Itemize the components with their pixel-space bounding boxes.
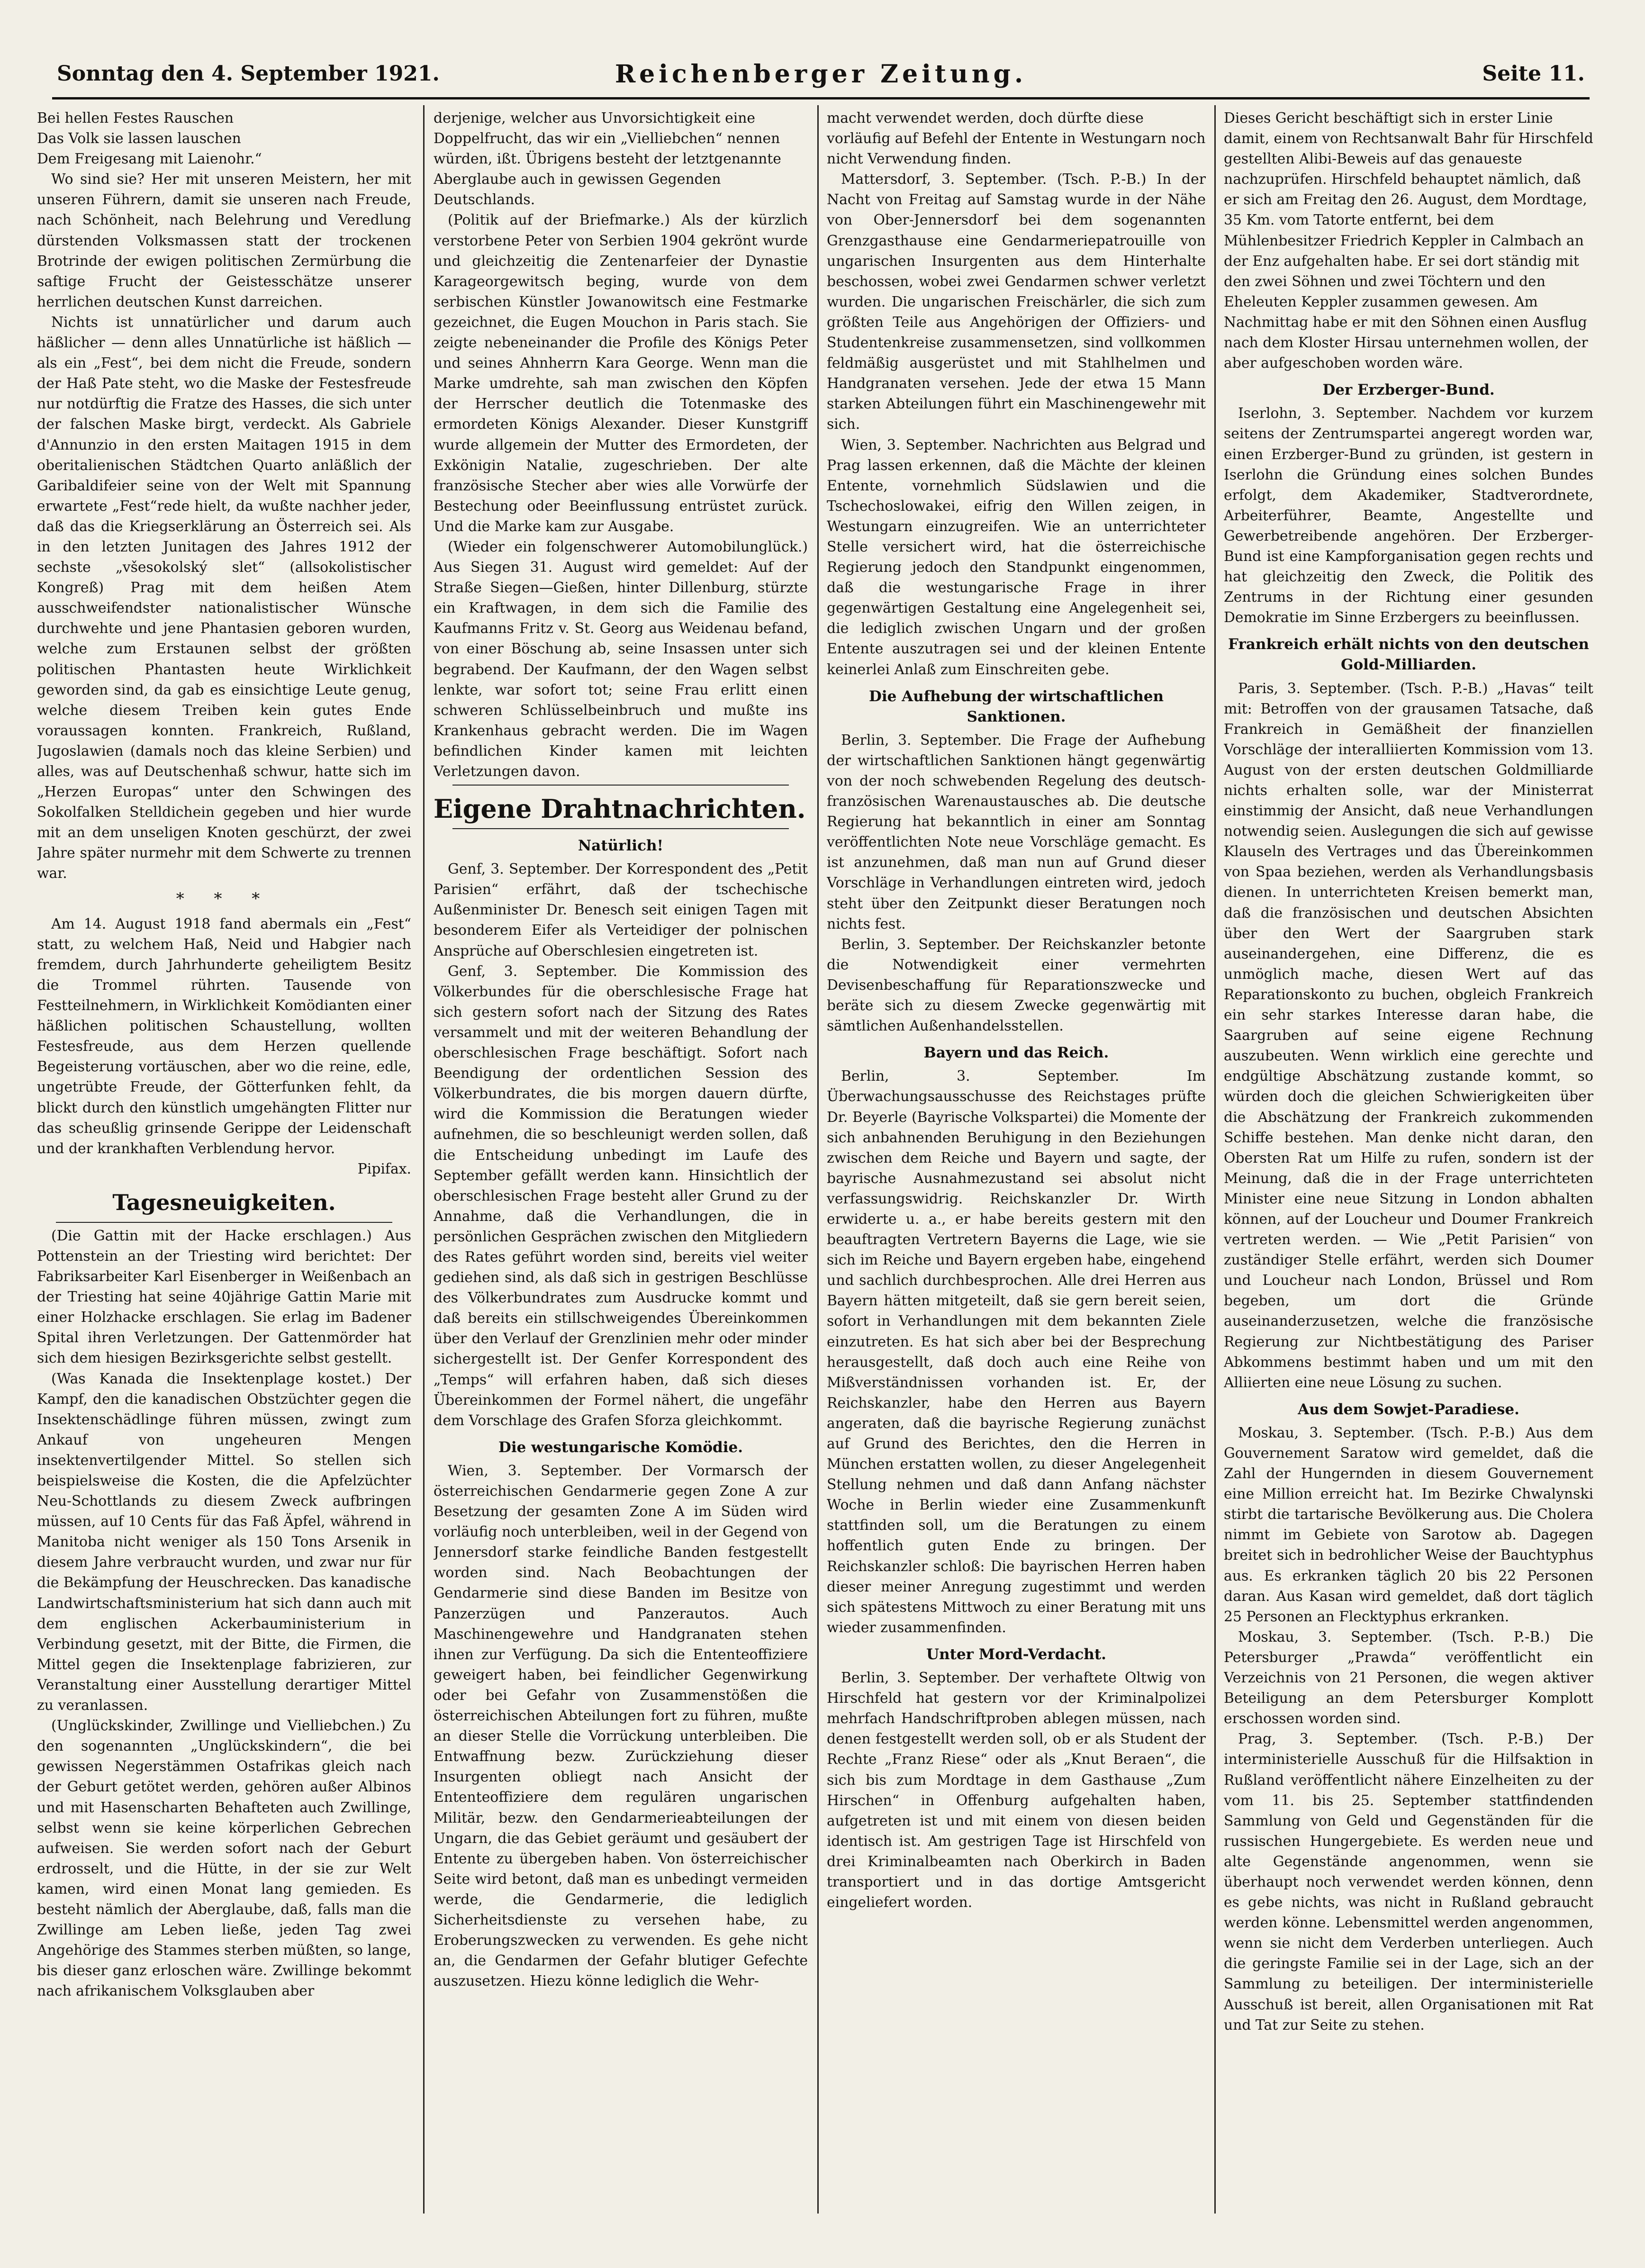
dispatch-paragraph: Wien, 3. September. Nachrichten aus Belgrad und Prag lassen erkennen, daß die Mächte der kleinen Entente, vornehmlich Südslawien und die Tschechoslowakei, eifrig den Willen zeigen, in Westungarn einzugreifen. Wie an unterrichteter Stelle versichert wird, hat die österreichische Regierung jedoch den Standpunkt eingenommen, daß die westungarische Frage in ihrer gegenwärtigen Gestaltung eine Angelegenheit sei, die lediglich zwischen Ungarn und der großen Entente auszutragen sei und der kleinen Entente keinerlei Anlaß zum Einschreiten gebe. <box>827 436 1206 678</box>
column-divider <box>817 105 819 2214</box>
subheading: Aus dem Sowjet-Paradiese. <box>1298 1401 1519 1418</box>
dispatch-paragraph: Mattersdorf, 3. September. (Tsch. P.-B.) In der Nacht von Freitag auf Samstag wurde in der Nähe von Ober-Jennersdorf bei dem sogenannten Grenzgasthause eine Gendarmeriepatrouille von ungarischen Insurgenten aus dem Hinterhalte beschossen, wobei zwei Gendarmen schwer verletzt wurden. Die ungarischen Freischärler, die sich zum größten Teile aus Angehörigen der Offiziers- und Studentenkreise zusammensetzen, sind vollkommen feldmäßig ausgerüstet und mit Stahlhelmen und Handgranaten versehen. Jede der etwa 15 Mann starken Abteilungen führt ein Maschinengewehr mit sich. <box>827 171 1206 433</box>
dispatch-paragraph: Paris, 3. September. (Tsch. P.-B.) „Havas“ teilt mit: Betroffen von der grausamen Tatsache, daß Frankreich in Gemäßheit der finanziellen Vorschläge der interalliierten Kommission vom 13. August von der ersten deutschen Goldmilliarde nichts erhalten solle, war der Ministerrat einstimmig der Ansicht, daß neue Verhandlungen notwendig seien. Auslegungen die sich auf gewisse Klauseln des Vertrages und das Übereinkommen von Spaa beziehen, werden als Verhandlungsbasis dienen. In unterrichteten Kreisen bemerkt man, daß die französischen und deutschen Absichten über den Wert der Saargruben stark auseinandergehen, eine Differenz, die es unmöglich mache, diesen Wert auf das Reparationskonto zu buchen, obgleich Frankreich ein sehr starkes Interesse daran habe, die Saargruben auf seine eigene Rechnung auszubeuten. Wenn wirklich eine gerechte und endgültige Abschätzung zustande kommt, so würden doch die gleichen Schwierigkeiten über die Abschätzung der Frankreich zukommenden Schiffe bestehen. Man denke nicht daran, den Obersten Rat um Hilfe zu rufen, sondern ist der Meinung, daß die in der Frage unterrichteten Minister eine neue Sitzung in London abhalten können, auf der Loucheur und Doumer Frankreich vertreten werden. — Wie „Petit Parisien“ von zuständiger Stelle erfährt, werden sich Doumer und Loucheur nach London, Brüssel und Rom begeben, um dort die Gründe auseinanderzusetzen, welche die französische Regierung zur Nichtbestätigung des Pariser Abkommens bestimmt haben und um mit den Alliierten eine neue Lösung zu suchen. <box>1224 680 1593 1391</box>
section-rule <box>452 828 789 829</box>
dispatch-paragraph: Berlin, 3. September. Die Frage der Aufhebung der wirtschaftlichen Sanktionen hängt gegenwärtig von der noch schwebenden Regelung des deutsch-französischen Warenaustausches ab. Die deutsche Regierung hat bekanntlich in einer am Sonntag veröffentlichten Note neue Vorschläge gemacht. Es ist anzunehmen, daß man nun auf Grund dieser Vorschläge in Verhandlungen eintreten wird, jedoch steht über den Zeitpunkt dieser Beratungen noch nichts fest. <box>827 732 1206 932</box>
dispatch-paragraph: Iserlohn, 3. September. Nachdem vor kurzem seitens der Zentrumspartei angeregt worden war, einen Erzberger-Bund zu gründen, ist gestern in Iserlohn die Gründung eines solchen Bundes erfolgt, dem Akademiker, Stadtverordnete, Arbeiterführer, Beamte, Angestellte und Gewerbetreibende angehören. Der Erzberger-Bund ist eine Kampforganisation gegen rechts und hat gleichzeitig den Zweck, die Politik des Zentrums in der Richtung einer gesunden Demokratie im Sinne Erzbergers zu beeinflussen. <box>1224 405 1593 626</box>
news-item: (Die Gattin mit der Hacke erschlagen.) Aus Pottenstein an der Triesting wird berichtet: Der Fabriksarbeiter Karl Eisenberger in Weißenbach an der Triesting hat seine 40jährige Gattin Marie mit einer Holzhacke erschlagen. Sie erlag im Badener Spital ihren Verletzungen. Der Gattenmörder hat sich dem hiesigen Bezirksgerichte selbst gestellt. <box>37 1227 411 1367</box>
dispatch-paragraph: Berlin, 3. September. Im Überwachungsausschusse des Reichstages prüfte Dr. Beyerle (Bayrische Volkspartei) die Momente der sich anbahnenden Beruhigung in den Beziehungen zwischen dem Reiche und Bayern und sagte, der bayrische Ausnahmezustand sei absolut nicht verfassungswidrig. Reichskanzler Dr. Wirth erwiderte u. a., er habe bereits gestern mit den beauftragten Vertretern Bayerns die Lage, wie sie sich im Reiche und Bayern ergeben habe, eingehend und sachlich durchbesprochen. Alle drei Herren aus Bayern hätten mitgeteilt, daß sie gern bereit seien, sofort in Verhandlungen mit dem bekannten Ziele einzutreten. Es hat sich aber bei der Besprechung herausgestellt, daß doch auch eine Reihe von Mißverständnissen vorhanden ist. Er, der Reichskanzler, habe den Herren aus Bayern angeraten, daß die bayrische Regierung zunächst auf Grund des Berichtes, den die Herren in München erstatten wollen, zu dieser Angelegenheit Stellung nehmen und daß dann Anfang nächster Woche in Berlin wieder eine Zusammenkunft stattfinden soll, um die Beratungen zu einem hoffentlich guten Ende zu bringen. Der Reichskanzler schloß: Die bayrischen Herren haben dieser meiner Anregung zugestimmt und werden sich spätestens Mittwoch zu einer Beratung mit uns wieder zusammenfinden. <box>827 1068 1206 1636</box>
subheading: Der Erzberger-Bund. <box>1322 381 1495 399</box>
section-heading-drahtnachrichten: Eigene Drahtnachrichten. <box>434 794 806 824</box>
dispatch-paragraph: Berlin, 3. September. Der verhaftete Oltwig von Hirschfeld hat gestern vor der Kriminalpolizei mehrfach Handschriftproben ablegen müssen, nach denen festgestellt werden soll, ob er als Student der Rechte „Franz Riese“ oder als „Knut Beraen“, die sich bis zum Mordtage in dem Gasthause „Zum Hirschen“ in Offenburg aufgehalten haben, aufgetreten ist und mit einem von diesen beiden identisch ist. Am gestrigen Tage ist Hirschfeld von drei Kriminalbeamten nach Oberkirch in Baden transportiert und in das dortige Amtsgericht eingeliefert worden. <box>827 1670 1206 1911</box>
dispatch-paragraph: Moskau, 3. September. (Tsch. P.-B.) Die Petersburger „Prawda“ veröffentlicht ein Verzeichnis von 21 Personen, die wegen aktiver Beteiligung an dem Petersburger Komplott erschossen worden sind. <box>1224 1628 1593 1727</box>
news-item: (Wieder ein folgenschwerer Automobilunglück.) Aus Siegen 31. August wird gemeldet: Auf der Straße Siegen—Gießen, hinter Dillenburg, stürzte ein Kraftwagen, in dem sich die Familie des Kaufmanns Fritz v. St. Georg aus Weidenau befand, von einer Böschung ab, seine Insassen unter sich begrabend. Der Kaufmann, der den Wagen selbst lenkte, war sofort tot; seine Frau erlitt einen schweren Schlüsselbeinbruch und mußte ins Krankenhaus gebracht werden. Die im Wagen befindlichen Kinder kamen mit leichten Verletzungen davon. <box>434 538 808 780</box>
subheading: Die Aufhebung der wirtschaftlichen Sanktionen. <box>868 687 1164 725</box>
news-item: (Was Kanada die Insektenplage kostet.) Der Kampf, den die kanadischen Obstzüchter gegen die Insektenschädlinge führen müssen, zwingt zum Ankauf von ungeheuren Mengen insektenvertilgender Mittel. So stellen sich beispielsweise die Kosten, die die Apfelzüchter Neu-Schottlands zu diesem Zweck aufbringen müssen, auf 10 Cents für das Faß Äpfel, während in Manitoba nicht weniger als 150 Tons Arsenik in diesem Jahre verbraucht wurden, und zwar nur für die Bekämpfung der Heuschrecken. Das kanadische Landwirtschaftsministerium hat sich dann auch mit dem englischen Ackerbauministerium in Verbindung gesetzt, mit der Bitte, die Firmen, die Mittel gegen die Insektenplage fabrizieren, zur Veranstaltung einer Ausstellung derartiger Mittel zu veranlassen. <box>37 1370 411 1714</box>
column-3 <box>827 108 1206 2212</box>
news-item: derjenige, welcher aus Unvorsichtigkeit eine Doppelfrucht, das wir ein „Vielliebchen“ nennen würden, ißt. Übrigens besteht der letztgenannte Aberglaube auch in gewissen Gegenden Deutschlands. <box>434 110 781 208</box>
dispatch-paragraph: Wien, 3. September. Der Vormarsch der österreichischen Gendarmerie gegen Zone A zur Besetzung der gesamten Zone A im Süden wird vorläufig noch unterbleiben, weil in der Gegend von Jennersdorf starke feindliche Banden festgestellt worden sind. Nach Beobachtungen der Gendarmerie sind diese Banden im Besitze von Panzerzügen und Panzerautos. Auch Maschinengewehre und Handgranaten stehen ihnen zur Verfügung. Da sich die Ententeoffiziere geweigert haben, bei feindlicher Gegenwirkung oder bei Gefahr von Zusammenstößen die österreichischen Abteilungen fort zu führen, mußte an dieser Stelle die Vorrückung unterbleiben. Die Entwaffnung bezw. Zurückziehung dieser Insurgenten obliegt nach Ansicht der Ententeoffiziere dem regulären ungarischen Militär, bezw. den Gendarmerieabteilungen der Ungarn, die das Gebiet geräumt und gesäubert der Entente zu übergeben haben. Von österreichischer Seite wird betont, daß man es unbedingt vermeiden werde, die Gendarmerie, die lediglich Sicherheitsdienste zu versehen habe, zu Eroberungszwecken zu verwenden. Es gehe nicht an, die Gendarmen der Gefahr blutiger Gefechte auszusetzen. Hiezu könne lediglich die Wehr- <box>434 1462 808 1990</box>
subheading: Bayern und das Reich. <box>923 1044 1109 1062</box>
column-2 <box>434 108 808 2212</box>
article-paragraph: Am 14. August 1918 fand abermals ein „Fest“ statt, zu welchem Haß, Neid und Habgier nach fremdem, durch Jahrhunderte geheiligtem Besitz die Trommel rührten. Tausende von Festteilnehmern, in Wirklichkeit Komödianten einer häßlichen politischen Schaustellung, wollten Festesfreude, aus dem Herzen quellende Begeisterung vortäuschen, aber wo die reine, edle, ungetrübte Freude, der Götterfunken fehlt, da blickt durch den künstlich umgehängten Flitter nur das scheußlig grinsende Gerippe der Leidenschaft und der krankhaften Verblendung hervor. <box>37 915 411 1157</box>
author-signature: Pipifax. <box>357 1160 411 1177</box>
column-1 <box>37 108 411 2212</box>
dispatch-paragraph: Dieses Gericht beschäftigt sich in erster Linie damit, einem von Rechtsanwalt Bahr für Hirschfeld gestellten Alibi-Beweis auf das genaueste nachzuprüfen. Hirschfeld behauptet nämlich, daß er sich am Freitag den 26. August, dem Mordtage, 35 Km. vom Tatorte entfernt, bei dem Mühlenbesitzer Friedrich Keppler in Calmbach an der Enz aufgehalten habe. Er sei dort ständig mit den zwei Söhnen und zwei Töchtern und den Eheleuten Keppler zusammen gewesen. Am Nachmittag habe er mit den Söhnen einen Ausflug nach dem Kloster Hirsau unternehmen wollen, der aber aufgeschoben worden wäre. <box>1224 110 1593 372</box>
dispatch-paragraph: Genf, 3. September. Die Kommission des Völkerbundes für die oberschlesische Frage hat sich gestern sofort nach der Sitzung des Rates versammelt und mit der weiteren Behandlung der oberschlesischen Frage beschäftigt. Sofort nach Beendigung der ordentlichen Session des Völkerbundrates, die bis morgen dauern dürfte, wird die Kommission die Beratungen wieder aufnehmen, die so beschleunigt werden sollen, daß die Entscheidung unbedingt im Laufe des September gefällt werden kann. Hinsichtlich der oberschlesischen Frage besteht aller Grund zu der Annahme, daß die Verhandlungen, die in persönlichen Gesprächen zwischen den Mitgliedern des Rates geführt worden sind, bereits viel weiter gediehen sind, als daß sich in gestrigen Beschlüsse des Völkerbundrates zum Ausdrucke kommt und daß bereits ein stillschweigendes Übereinkommen über den Verlauf der Grenzlinien mehr oder minder sichergestellt ist. Der Genfer Korrespondent des „Temps“ will erfahren haben, daß sich dieses Übereinkommen der Formel nähert, die ungefähr dem Vorschlage des Grafen Sforza gleichkommt. <box>434 963 808 1429</box>
masthead-rule <box>52 97 1590 99</box>
dispatch-paragraph: Prag, 3. September. (Tsch. P.-B.) Der interministerielle Ausschuß für die Hilfsaktion in Rußland veröffentlicht nähere Einzelheiten zu der vom 11. bis 25. September stattfindenden Sammlung von Geld und Gegenständen für die russischen Hungergebiete. Es werden neue und alte Gegenstände angenommen, wenn sie überhaupt noch verwendet werden können, denn es gebe nichts, was nicht in Rußland gebraucht werden könne. Lebensmittel werden angenommen, wenn sie nicht dem Verderben unterliegen. Auch die geringste Familie sei in der Lage, sich an der Sammlung zu beteiligen. Der interministerielle Ausschuß ist bereit, allen Organisationen mit Rat und Tat zur Seite zu stehen. <box>1224 1731 1593 2033</box>
page-number: Seite 11. <box>1482 62 1585 86</box>
dispatch-paragraph: Genf, 3. September. Der Korrespondent des „Petit Parisien“ erfährt, daß der tschechische Außenminister Dr. Benesch seit einigen Tagen mit besonderem Eifer als Verteidiger der polnischen Ansprüche auf Oberschlesien eingetreten ist. <box>434 861 808 959</box>
column-divider <box>1214 105 1216 2214</box>
section-separator: * * * <box>176 889 272 908</box>
column-4 <box>1224 108 1593 2212</box>
poem-verse: Bei hellen Festes Rauschen Das Volk sie lassen lauschen Dem Freigesang mit Laienohr.“ <box>37 110 262 168</box>
dispatch-paragraph: Berlin, 3. September. Der Reichskanzler betonte die Notwendigkeit einer vermehrten Devisenbeschaffung für Reparationszwecke und beräte sich zu diesem Zwecke gegenwärtig mit sämtlichen Außenhandelsstellen. <box>827 936 1206 1035</box>
subheading: Die westungarische Komödie. <box>498 1438 743 1456</box>
news-item: (Unglückskinder, Zwillinge und Vielliebchen.) Zu den sogenannten „Unglückskindern“, die bei gewissen Negerstämmen Ostafrikas gleich nach der Geburt getötet werden, gehören außer Albinos und mit Hasenscharten Behafteten auch Zwillinge, selbst wenn sie keine körperlichen Gebrechen aufweisen. Sie werden sofort nach der Geburt erdrosselt, und die Hütte, in der sie zur Welt kamen, wird einen Monat lang gemieden. Es besteht nämlich der Aberglaube, daß, falls man die Zwillinge am Leben ließe, jeden Tag zwei Angehörige des Stammes sterben müßten, so lange, bis dieser ganz erloschen wäre. Zwillinge bekommt nach afrikanischem Volksglauben aber <box>37 1717 411 2000</box>
subheading: Natürlich! <box>578 837 664 855</box>
column-divider <box>423 105 425 2214</box>
dispatch-paragraph: macht verwendet werden, doch dürfte diese vorläufig auf Befehl der Entente in Westungarn noch nicht Verwendung finden. <box>827 110 1206 168</box>
masthead <box>57 62 1585 96</box>
subheading: Frankreich erhält nichts von den deutschen Gold-Milliarden. <box>1228 636 1589 674</box>
issue-date: Sonntag den 4. September 1921. <box>57 62 440 86</box>
subheading: Unter Mord-Verdacht. <box>926 1645 1106 1663</box>
heading-rule <box>56 1222 392 1223</box>
section-rule <box>452 785 789 786</box>
article-paragraph: Wo sind sie? Her mit unseren Meistern, her mit unseren Führern, damit sie unseren nach Freude, nach Schönheit, nach Belehrung und Veredlung dürstenden Volksmassen statt der trockenen Brotrinde der ewigen politischen Zermürbung die saftige Frucht der Geistesschätze unserer herrlichen deutschen Kunst darreichen. <box>37 171 411 310</box>
news-item: (Politik auf der Briefmarke.) Als der kürzlich verstorbene Peter von Serbien 1904 gekrönt wurde und gleichzeitig die Zentenarfeier der Dynastie Karageorgewitsch beging, wurde von dem serbischen Künstler Jowanowitsch eine Festmarke gezeichnet, die Eugen Mouchon in Paris stach. Sie zeigte nebeneinander die Profile des Königs Peter und seines Ahnherrn Kara George. Wenn man die Marke umdrehte, sah man zwischen den Köpfen der Herrscher deutlich die Totenmaske des ermordeten Königs Alexander. Dieser Kunstgriff wurde allgemein der Mutter des Ermordeten, der Exkönigin Natalie, zugeschrieben. Der alte französische Stecher aber wies alle Vorwürfe der Bestechung oder Beeinflussung entrüstet zurück. Und die Marke kam zur Ausgabe. <box>434 212 808 535</box>
newspaper-title: Reichenberger Zeitung. <box>615 60 1027 89</box>
dispatch-paragraph: Moskau, 3. September. (Tsch. P.-B.) Aus dem Gouvernement Saratow wird gemeldet, daß die Zahl der Hungernden in diesem Gouvernement eine Million erreicht hat. Im Bezirke Chwalynski stirbt die tartarische Bevölkerung aus. Die Cholera nimmt im Gebiete von Sarotow ab. Dagegen breitet sich in bedrohlicher Weise der Bauchtyphus aus. Es erkranken täglich 20 bis 22 Personen daran. Aus Kasan wird gemeldet, daß dort täglich 25 Personen an Flecktyphus erkranken. <box>1224 1424 1593 1625</box>
article-paragraph: Nichts ist unnatürlicher und darum auch häßlicher — denn alles Unnatürliche ist häßlich — als ein „Fest“, bei dem nicht die Freude, sondern der Haß Pate steht, wo die Maske der Festesfreude nur notdürftig die Fratze des Hasses, die sich unter der falschen Maske birgt, verdeckt. Als Gabriele d'Annunzio in den ersten Maitagen 1915 in dem oberitalienischen Städtchen Quarto anläßlich der Garibaldifeier seine von der Welt mit Spannung erwartete „Fest“rede hielt, da wußte nachher jeder, daß das die Kriegserklärung an Österreich sei. Als in den letzten Junitagen des Jahres 1912 der sechste „všesokolský slet“ (allsokolistischer Kongreß) Prag mit dem heißen Atem ausschweifendster nationalistischer Wünsche durchwehte und jene Phantasien geboren wurden, welche zum Erstaunen selbst der größten politischen Phantasten heute Wirklichkeit geworden sind, da gab es einsichtige Leute genug, welche diesem Treiben kein gutes Ende voraussagen konnten. Frankreich, Rußland, Jugoslawien (damals noch das kleine Serbien) und alles, was auf Deutschenhaß schwur, hatte sich im „Herzen Europas“ unter den Schwingen des Sokolfalken Stelldichein gegeben und hier wurde mit an dem unseligen Knoten geschürzt, der zwei Jahre später nurmehr mit dem Schwerte zu trennen war. <box>37 314 411 882</box>
section-heading-tagesneuigkeiten: Tagesneuigkeiten. <box>112 1189 336 1215</box>
